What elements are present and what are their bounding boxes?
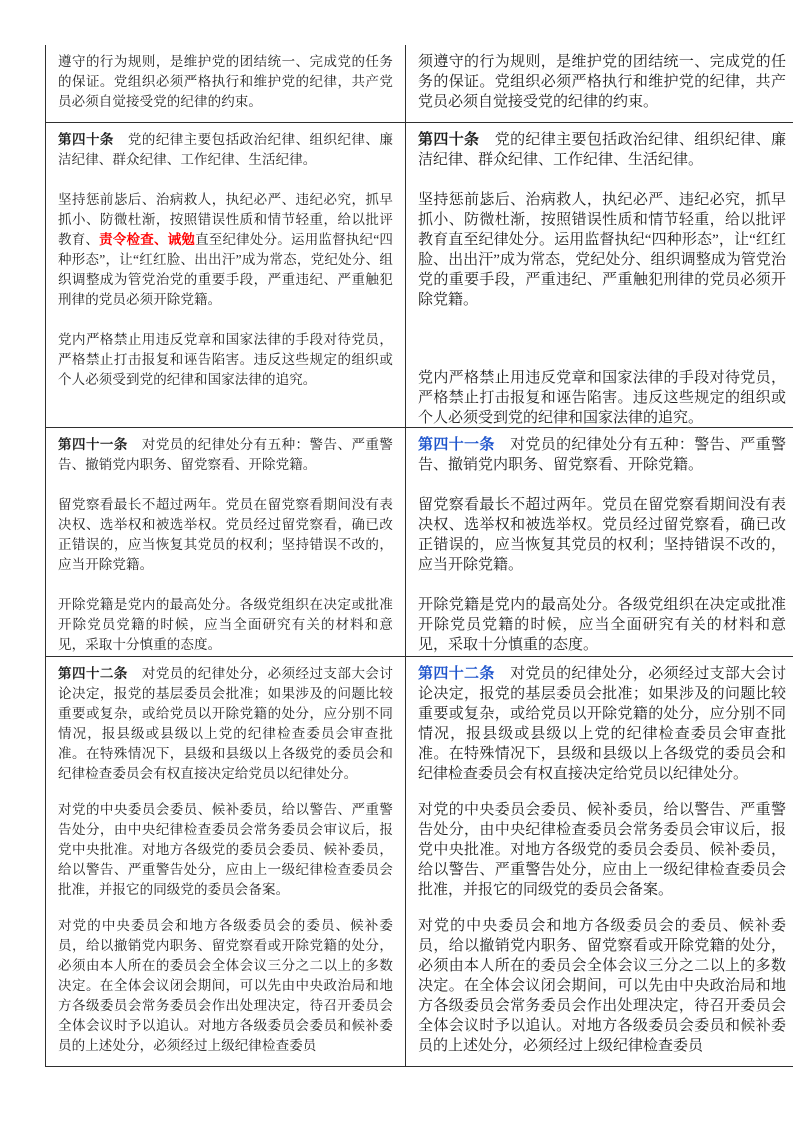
- paragraph: [58, 330, 393, 390]
- paragraph: [418, 368, 786, 427]
- text-segment: 对党的中央委员会委员、候补委员，给以警告、严重警告处分，由中央纪律检查委员会常务委员会审议后，报党中央批准。对地方各级党的委员会委员、候补委员，给以警告、严重警告处分，应由上一级纪律检查委员会批准，并报它的同级党的委员会备案。: [58, 802, 393, 897]
- cell-left-version: [46, 45, 406, 123]
- cell-right-version: [406, 657, 793, 1067]
- paragraph: [418, 52, 786, 112]
- text-segment: 党内严格禁止用违反党章和国家法律的手段对待党员，严格禁止打击报复和诬告陷害。违反这些规定的组织或个人必须受到党的纪律和国家法律的追究。: [418, 370, 786, 426]
- text-segment: 开除党籍是党内的最高处分。各级党组织在决定或批准开除党员党籍的时候，应当全面研究有关的材料和意见，采取十分慎重的态度。: [58, 597, 393, 652]
- cell-content: [58, 130, 393, 427]
- cell-right-version: [406, 123, 793, 428]
- paragraph: [58, 916, 393, 1056]
- cell-content: [418, 664, 786, 1066]
- paragraph: [418, 595, 786, 655]
- text-segment: 党内严格禁止用违反党章和国家法律的手段对待党员，严格禁止打击报复和诬告陷害。违反这些规定的组织或个人必须受到党的纪律和国家法律的追究。: [58, 332, 393, 387]
- text-segment: 对党的中央委员会和地方各级委员会的委员、候补委员，给以撤销党内职务、留党察看或开除党籍的处分，必须由本人所在的委员会全体会议三分之二以上的多数决定。在全体会议闭会期间，可以先由中央政治局和地方各级委员会常务委员会作出处理决定，待召开委员会全体会议时予以追认。对地方各级委员会委员和候补委员的上述处分，必须经过上级纪律检查委员: [418, 918, 786, 1054]
- blue-article-number: 第四十一条: [418, 437, 495, 453]
- text-segment: 须遵守的行为规则，是维护党的团结统一、完成党的任务的保证。党组织必须严格执行和维护党的纪律，共产党员必须自觉接受党的纪律的约束。: [418, 54, 786, 110]
- cell-left-version: [46, 123, 406, 428]
- article-number: 第四十一条: [58, 437, 128, 452]
- paragraph: [418, 664, 786, 784]
- row-article-40: [46, 123, 793, 428]
- paragraph: [58, 52, 393, 112]
- text-segment: 遵守的行为规则，是维护党的团结统一、完成党的任务的保证。党组织必须严格执行和维护党的纪律，共产党员必须自觉接受党的纪律的约束。: [58, 54, 393, 109]
- paragraph: [58, 595, 393, 655]
- paragraph: [58, 190, 393, 310]
- article-number: 第四十二条: [58, 666, 128, 681]
- text-segment: 对党员的纪律处分，必须经过支部大会讨论决定，报党的基层委员会批准；如果涉及的问题比较重要或复杂，或给党员以开除党籍的处分，应分别不同情况，报县级或县级以上党的纪律检查委员会审查批准。在特殊情况下，县级和县级以上各级党的委员会和纪律检查委员会有权直接决定给党员以纪律处分。: [58, 666, 393, 781]
- cell-left-version: [46, 428, 406, 657]
- text-segment: 直至纪律处分。运用监督执纪“四种形态”，让“红红脸、出出汗”成为常态，党纪处分、组织调整成为管党治党的重要手段，严重违纪、严重触犯刑律的党员必须开除党籍。: [58, 232, 393, 307]
- red-emphasis-text: 责令检查、诫勉: [99, 232, 196, 247]
- cell-right-version: [406, 428, 793, 657]
- text-segment: 坚持惩前毖后、治病救人，执纪必严、违纪必究，抓早抓小、防微杜渐，按照错误性质和情节轻重，给以批评教育、: [58, 192, 393, 247]
- paragraph: [418, 190, 786, 310]
- text-segment: 党的纪律主要包括政治纪律、组织纪律、廉洁纪律、群众纪律、工作纪律、生活纪律。: [58, 132, 393, 167]
- article-number: 第四十条: [58, 132, 114, 147]
- comparison-table: [45, 45, 793, 1067]
- cell-content: [58, 435, 393, 656]
- paragraph: [418, 800, 786, 900]
- paragraph: [418, 916, 786, 1056]
- text-segment: 党的纪律主要包括政治纪律、组织纪律、廉洁纪律、群众纪律、工作纪律、生活纪律。: [418, 132, 786, 168]
- paragraph: [418, 495, 786, 575]
- cell-left-version: [46, 657, 406, 1067]
- paragraph: [58, 435, 393, 475]
- paragraph: [58, 130, 393, 170]
- text-segment: 坚持惩前毖后、治病救人，执纪必严、违纪必究，抓早抓小、防微杜渐，按照错误性质和情节轻重，给以批评教育直至纪律处分。运用监督执纪“四种形态”，让“红红脸、出出汗”成为常态，党纪处分、组织调整成为管党治党的重要手段，严重违纪、严重触犯刑律的党员必须开除党籍。: [418, 192, 786, 308]
- cell-content: [58, 52, 393, 122]
- text-segment: 对党员的纪律处分有五种：警告、严重警告、撤销党内职务、留党察看、开除党籍。: [58, 437, 393, 472]
- paragraph: [58, 800, 393, 900]
- text-segment: 对党员的纪律处分有五种：警告、严重警告、撤销党内职务、留党察看、开除党籍。: [418, 437, 786, 473]
- paragraph: [58, 664, 393, 784]
- paragraph: [418, 435, 786, 475]
- cell-content: [418, 435, 786, 656]
- paragraph: [418, 130, 786, 170]
- article-number: 第四十条: [418, 132, 480, 148]
- cell-content: [418, 130, 786, 427]
- paragraph: [58, 495, 393, 575]
- text-segment: 留党察看最长不超过两年。党员在留党察看期间没有表决权、选举权和被选举权。党员经过留党察看，确已改正错误的，应当恢复其党员的权利；坚持错误不改的，应当开除党籍。: [58, 497, 393, 572]
- cell-content: [58, 664, 393, 1066]
- text-segment: 留党察看最长不超过两年。党员在留党察看期间没有表决权、选举权和被选举权。党员经过留党察看，确已改正错误的，应当恢复其党员的权利；坚持错误不改的，应当开除党籍。: [418, 497, 786, 573]
- text-segment: 对党员的纪律处分，必须经过支部大会讨论决定，报党的基层委员会批准；如果涉及的问题比较重要或复杂，或给党员以开除党籍的处分，应分别不同情况，报县级或县级以上党的纪律检查委员会审查批准。在特殊情况下，县级和县级以上各级党的委员会和纪律检查委员会有权直接决定给党员以纪律处分。: [418, 666, 786, 782]
- row-article-42: [46, 657, 793, 1067]
- text-segment: 开除党籍是党内的最高处分。各级党组织在决定或批准开除党员党籍的时候，应当全面研究有关的材料和意见，采取十分慎重的态度。: [418, 597, 786, 653]
- comparison-table-body: [46, 45, 793, 1067]
- text-segment: 对党的中央委员会委员、候补委员，给以警告、严重警告处分，由中央纪律检查委员会常务委员会审议后，报党中央批准。对地方各级党的委员会委员、候补委员，给以警告、严重警告处分，应由上一级纪律检查委员会批准，并报它的同级党的委员会备案。: [418, 802, 786, 898]
- blue-article-number: 第四十二条: [418, 666, 495, 682]
- cell-content: [418, 52, 786, 122]
- text-segment: 对党的中央委员会和地方各级委员会的委员、候补委员，给以撤销党内职务、留党察看或开除党籍的处分，必须由本人所在的委员会全体会议三分之二以上的多数决定。在全体会议闭会期间，可以先由中央政治局和地方各级委员会常务委员会作出处理决定，待召开委员会全体会议时予以追认。对地方各级委员会委员和候补委员的上述处分，必须经过上级纪律检查委员: [58, 918, 393, 1053]
- row-continuation: [46, 45, 793, 123]
- row-article-41: [46, 428, 793, 657]
- cell-right-version: [406, 45, 793, 123]
